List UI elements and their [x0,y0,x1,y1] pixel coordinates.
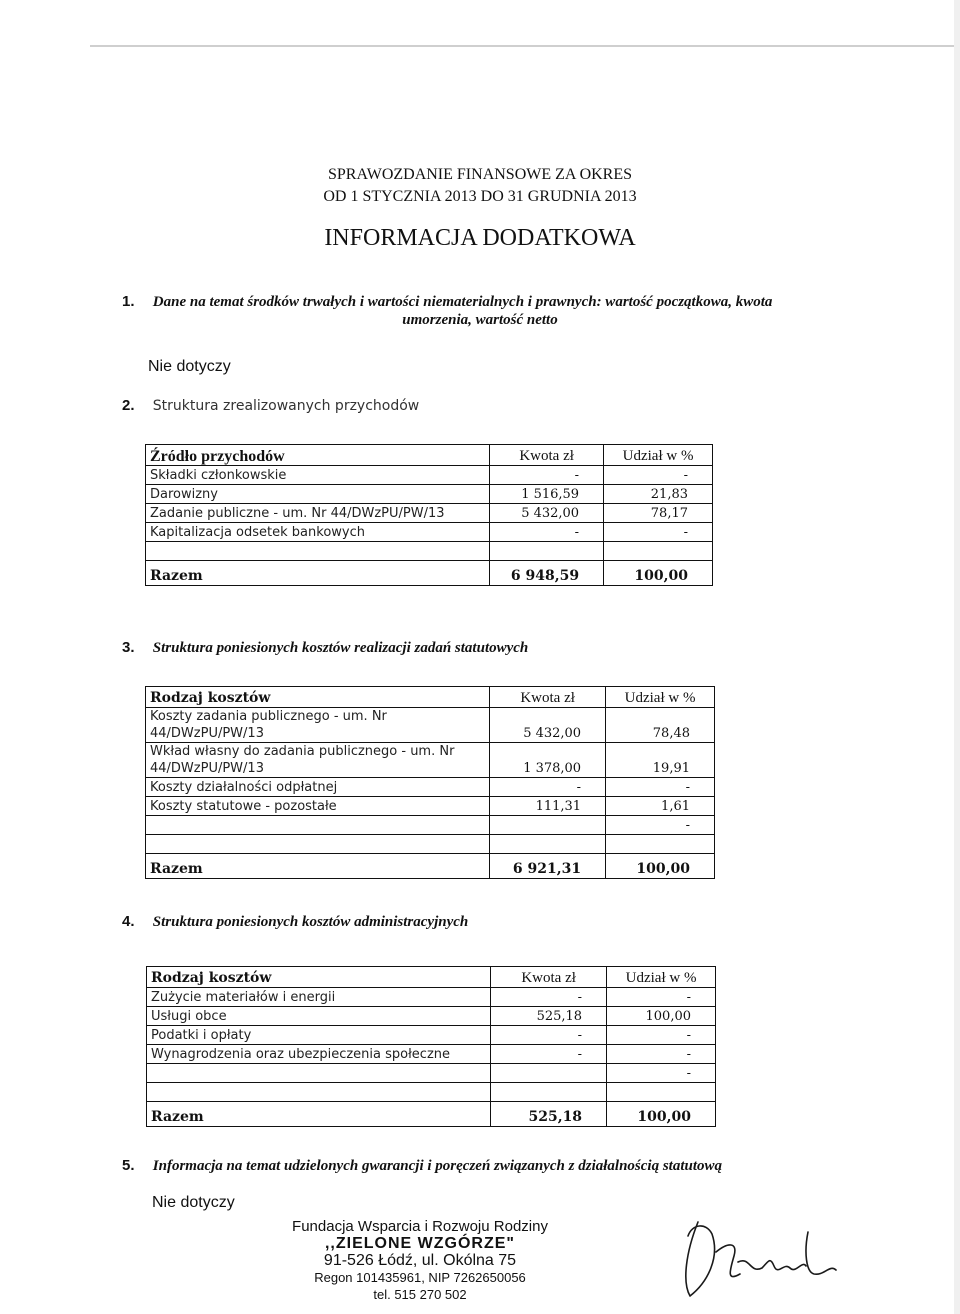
row-share: 100,00 [607,1007,716,1026]
scan-border-line [90,45,960,47]
row-label: Zużycie materiałów i energii [147,988,491,1007]
row-label-line2: 44/DWzPU/PW/13 [150,726,264,741]
total-amount: 6 921,31 [490,854,606,879]
section-3-title: Struktura poniesionych kosztów realizacji zadań statutowych [152,640,529,656]
table-row [146,743,715,778]
section-1-title-b: umorzenia, wartość netto [402,312,558,328]
header-share: Udział w % [606,687,715,708]
total-row [146,561,713,586]
report-title-line2: OD 1 STYCZNIA 2013 DO 31 GRUDNIA 2013 [323,188,637,205]
row-share: 78,17 [604,504,713,523]
table-row [146,485,713,504]
table-row [146,778,715,797]
row-share: - [607,988,716,1007]
stamp-line1: Fundacja Wsparcia i Rozwoju Rodziny [292,1218,548,1235]
section-5-note: Nie dotyczy [152,1194,235,1211]
table-row [146,466,713,485]
row-label-line1: Wkład własny do zadania publicznego - um. Nr [150,744,455,759]
revenue-table [145,444,713,586]
total-amount: 525,18 [491,1102,607,1127]
section-2-heading [122,396,419,414]
table-row [147,988,716,1007]
row-label: Kapitalizacja odsetek bankowych [146,523,490,542]
row-label: Podatki i opłaty [147,1026,491,1045]
table-row [147,1007,716,1026]
table-row [147,1083,716,1102]
row-share: 1,61 [606,797,715,816]
row-amount: 1 378,00 [490,743,606,778]
row-label: Usługi obce [147,1007,491,1026]
row-amount: 5 432,00 [490,708,606,743]
row-label: Zadanie publiczne - um. Nr 44/DWzPU/PW/13 [146,504,490,523]
section-2-title: Struktura zrealizowanych przychodów [152,398,420,414]
total-share: 100,00 [606,854,715,879]
header-amount: Kwota zł [490,687,606,708]
section-number: 2. [122,397,135,414]
total-label: Razem [146,854,490,879]
row-share: 19,91 [606,743,715,778]
row-share: - [606,778,715,797]
table-row [146,504,713,523]
header-amount: Kwota zł [491,967,607,988]
table-row [146,542,713,561]
section-5-title: Informacja na temat udzielonych gwarancji i poręczeń związanych z działalnością statutową [152,1158,723,1174]
report-title-line1: SPRAWOZDANIE FINANSOWE ZA OKRES [327,166,633,183]
total-row [146,854,715,879]
table-header-row [146,687,715,708]
row-label-line2: 44/DWzPU/PW/13 [150,761,264,776]
table-row [146,835,715,854]
header-type: Rodzaj kosztów [146,687,490,708]
table-row [146,816,715,835]
stamp-line4: Regon 101435961, NIP 7262650056 [314,1270,526,1285]
table-row [147,1064,716,1083]
admin-costs-table [146,966,716,1127]
row-label: Koszty działalności odpłatnej [146,778,490,797]
row-share: - [607,1064,716,1083]
row-share: 78,48 [606,708,715,743]
table-row [147,1026,716,1045]
row-share: - [606,816,715,835]
section-number: 5. [122,1157,135,1174]
section-1-title-a: Dane na temat środków trwałych i wartości niematerialnych i prawnych: wartość początkowa, kwota [152,294,773,310]
table-row [146,708,715,743]
row-amount: - [490,523,604,542]
table-row [146,797,715,816]
stamp-line3: 91-526 Łódź, ul. Okólna 75 [323,1252,517,1269]
section-number: 4. [122,913,135,930]
section-3-heading [122,638,528,657]
total-label: Razem [147,1102,491,1127]
total-row [147,1102,716,1127]
header-source: Źródło przychodów [146,445,490,466]
row-amount: - [491,988,607,1007]
section-number: 3. [122,639,135,656]
row-label [146,743,490,778]
section-1-heading [122,292,772,311]
row-label-line1: Koszty zadania publicznego - um. Nr [150,709,387,724]
row-share: - [604,523,713,542]
total-share: 100,00 [607,1102,716,1127]
row-label [146,708,490,743]
header-share: Udział w % [607,967,716,988]
table-row [146,523,713,542]
row-label: Koszty statutowe - pozostałe [146,797,490,816]
row-amount: 111,31 [490,797,606,816]
row-amount: 525,18 [491,1007,607,1026]
section-number: 1. [122,293,135,310]
total-share: 100,00 [604,561,713,586]
total-amount: 6 948,59 [490,561,604,586]
row-amount: - [491,1026,607,1045]
row-label: Darowizny [146,485,490,504]
row-label: Wynagrodzenia oraz ubezpieczenia społeczne [147,1045,491,1064]
section-5-heading [122,1156,722,1175]
section-4-title: Struktura poniesionych kosztów administracyjnych [152,914,469,930]
stamp-line2: ,,ZIELONE WZGÓRZE" [324,1235,516,1252]
section-4-heading [122,912,468,931]
statutory-costs-table [145,686,715,879]
row-amount: 5 432,00 [490,504,604,523]
row-amount: - [490,466,604,485]
row-amount: - [491,1045,607,1064]
header-amount: Kwota zł [490,445,604,466]
signature [668,1212,848,1302]
row-share: - [604,466,713,485]
table-header-row [146,445,713,466]
organization-stamp [260,1218,580,1303]
stamp-line5: tel. 515 270 502 [373,1287,467,1302]
row-amount: - [490,778,606,797]
row-share: - [607,1045,716,1064]
row-share: 21,83 [604,485,713,504]
total-label: Razem [146,561,490,586]
section-1-note: Nie dotyczy [148,358,231,375]
row-label: Składki członkowskie [146,466,490,485]
header-type: Rodzaj kosztów [147,967,491,988]
row-share: - [607,1026,716,1045]
row-amount: 1 516,59 [490,485,604,504]
table-header-row [147,967,716,988]
main-title: INFORMACJA DODATKOWA [324,225,636,251]
table-row [147,1045,716,1064]
header-share: Udział w % [604,445,713,466]
